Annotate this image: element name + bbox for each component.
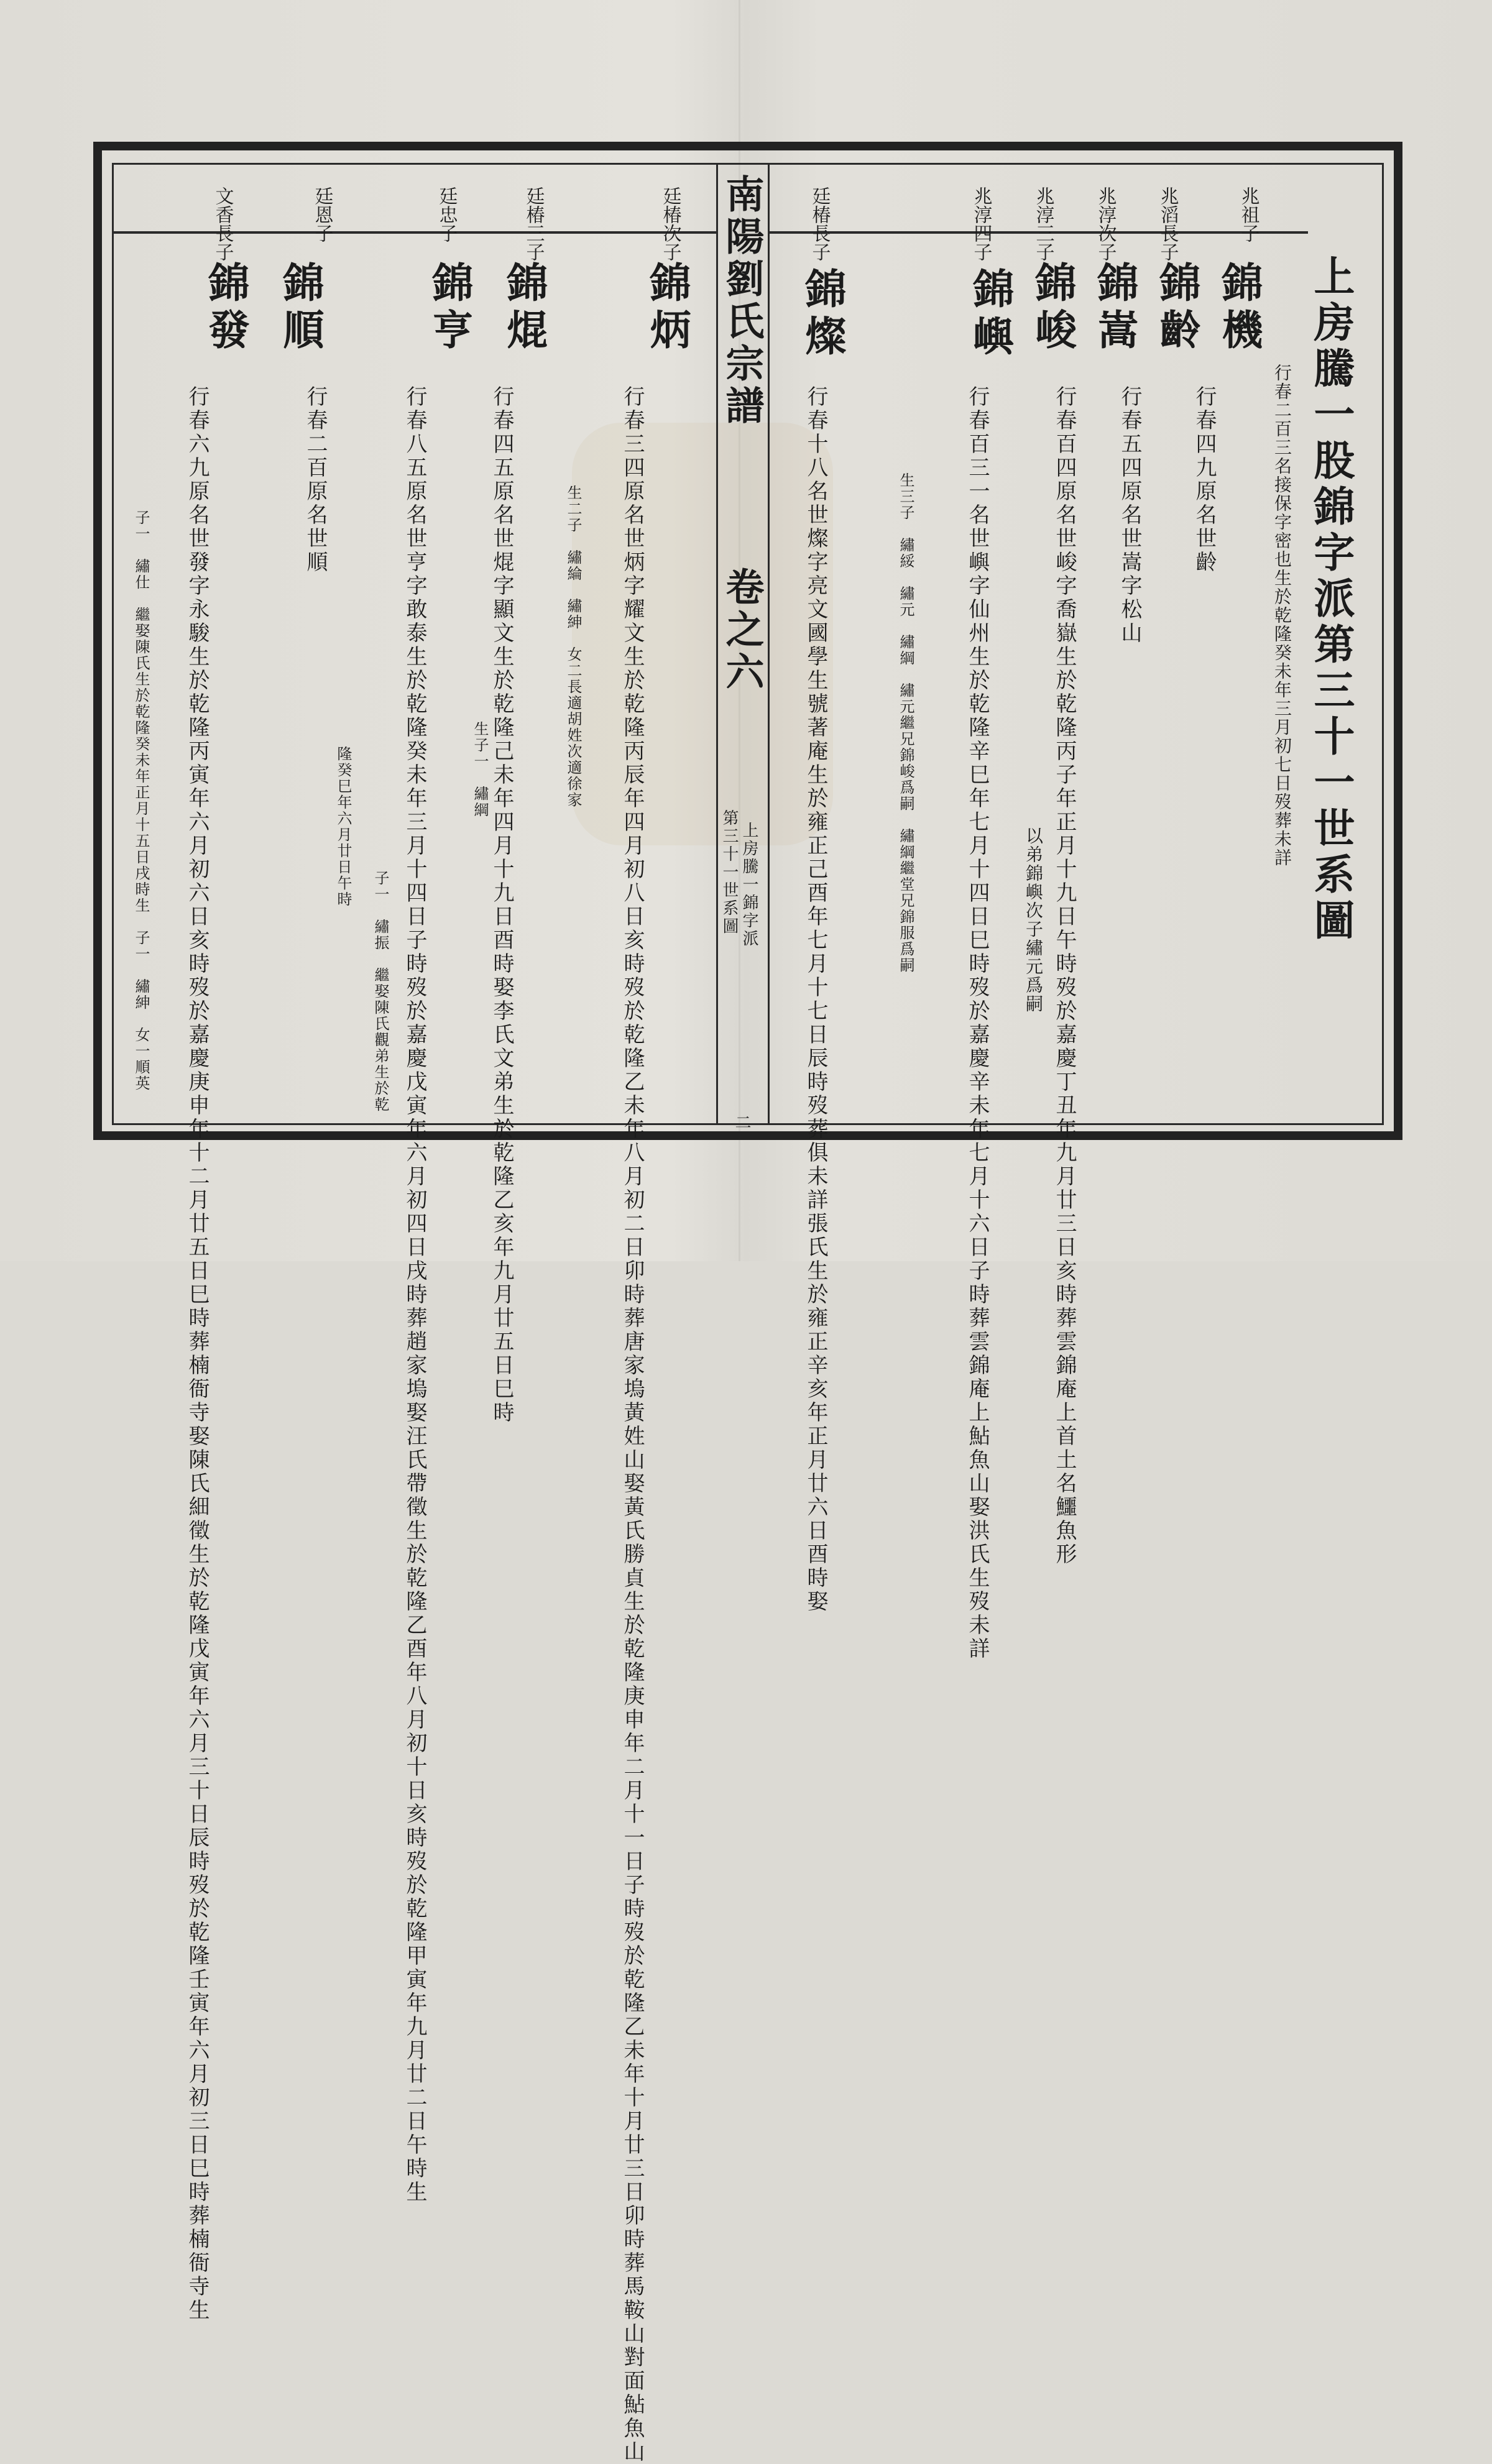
relation-label: 兆淳次子 xyxy=(1094,186,1117,261)
person-name: 錦嵩 xyxy=(1090,261,1139,356)
person-name: 錦焜 xyxy=(500,261,548,356)
section-heading: 上房騰一股錦字派第三十一世系圖 xyxy=(1307,255,1355,945)
person-record: 行春二百原名世順 xyxy=(303,385,328,574)
person-record: 行春四五原名世焜字顯文生於乾隆己未年四月十九日酉時娶李氏文弟生於乾隆乙亥年九月廿五日巳時 xyxy=(489,385,514,1425)
person-record: 行春三四原名世炳字耀文生於乾隆丙辰年四月初八日亥時歿於乾隆乙未年八月初二日卯時葬唐家塢黃姓山娶黃氏勝貞生於乾隆庚申年二月十一日子時歿於乾隆乙未年十月廿三日卯時葬馬鞍山對面鮎魚山 xyxy=(620,385,645,2464)
section-heading-note: 行春二百三名接保字密也生於乾隆癸未年三月初七日歿葬未詳 xyxy=(1272,364,1292,867)
person-record: 行春四九原名世齡 xyxy=(1192,385,1217,574)
page-number: 二 xyxy=(732,1114,751,1132)
person-name: 錦峻 xyxy=(1028,261,1077,356)
person-record: 行春八五原名世亨字敢泰生於乾隆癸未年三月十四日子時歿於嘉慶戊寅年六月初四日戌時葬趙家塢娶汪氏帶徵生於乾隆乙酉年八月初十日亥時歿於乾隆甲寅年九月廿二日午時生 xyxy=(402,385,427,2204)
person-name: 錦炳 xyxy=(643,261,691,356)
person-note: 隆癸巳年六月廿日午時 xyxy=(334,746,352,908)
person-name: 錦機 xyxy=(1215,261,1263,356)
person-record: 行春百四原名世峻字喬嶽生於乾隆丙子年正月十九日午時歿於嘉慶丁丑年九月廿三日亥時葬雲錦庵上首土名鱷魚形 xyxy=(1052,385,1077,1566)
person-note: 以弟錦嶼次子繡元爲嗣 xyxy=(1023,827,1044,1013)
person-name: 錦齡 xyxy=(1153,261,1201,356)
relation-label: 廷椿長子 xyxy=(808,186,831,261)
generation-label: 第三十一世系圖 xyxy=(720,809,739,935)
person-record: 行春十八名世燦字亮文國學生號著庵生於雍正己酉年七月十七日辰時歿葬俱未詳張氏生於雍正辛亥年正月廿六日酉時娶 xyxy=(803,385,828,1614)
person-name: 錦發 xyxy=(201,261,250,356)
person-name: 錦嶼 xyxy=(966,267,1015,362)
relation-label: 兆滔長子 xyxy=(1156,186,1179,261)
center-strip xyxy=(716,163,770,1132)
person-name: 錦順 xyxy=(276,261,325,356)
person-record: 行春五四原名世嵩字松山 xyxy=(1117,385,1142,645)
person-note: 子一 繡仕 繼娶陳氏生於乾隆癸未年正月十五日戌時生 子一 繡紳 女一順英 xyxy=(132,510,150,1092)
branch-label: 上房騰一錦字派 xyxy=(740,822,758,948)
person-record: 行春六九原名世發字永駿生於乾隆丙寅年六月初六日亥時歿於嘉慶庚申年十二月廿五日巳時葬楠衙寺娶陳氏細徵生於乾隆戊寅年六月三十日辰時歿於乾隆壬寅年六月初三日巳時葬楠衙寺生 xyxy=(185,385,210,2322)
relation-label: 廷椿次子 xyxy=(659,186,681,261)
person-note: 子一 繡振 繼娶陳氏觀弟生於乾 xyxy=(372,870,389,1113)
relation-label: 兆淳三子 xyxy=(1032,186,1054,261)
relation-label: 兆淳四子 xyxy=(970,186,992,261)
volume-label: 卷之六 xyxy=(719,567,765,694)
person-note: 生二子 繡綸 繡紳 女二長適胡姓次適徐家 xyxy=(564,485,582,808)
person-note: 生三子 繡綏 繡元 繡綱 繡元繼兄錦峻爲嗣 繡綱繼堂兄錦服爲嗣 xyxy=(897,472,914,973)
relation-label: 廷忠子 xyxy=(435,186,458,242)
person-name: 錦燦 xyxy=(798,267,847,362)
relation-label: 廷恩子 xyxy=(311,186,333,242)
person-note: 生子一 繡綱 xyxy=(471,721,489,818)
relation-label: 文香長子 xyxy=(211,186,234,261)
relation-label: 廷椿三子 xyxy=(522,186,545,261)
relation-rule-left xyxy=(114,231,716,234)
person-record: 行春百三一名世嶼字仙州生於乾隆辛巳年七月十四日巳時歿於嘉慶辛未年七月十六日子時葬雲錦庵上鮎魚山娶洪氏生歿未詳 xyxy=(965,385,990,1661)
faded-seal xyxy=(572,423,833,845)
relation-label: 兆祖子 xyxy=(1237,186,1259,242)
person-name: 錦亨 xyxy=(425,261,474,356)
book-title: 南陽劉氏宗譜 xyxy=(719,174,765,428)
